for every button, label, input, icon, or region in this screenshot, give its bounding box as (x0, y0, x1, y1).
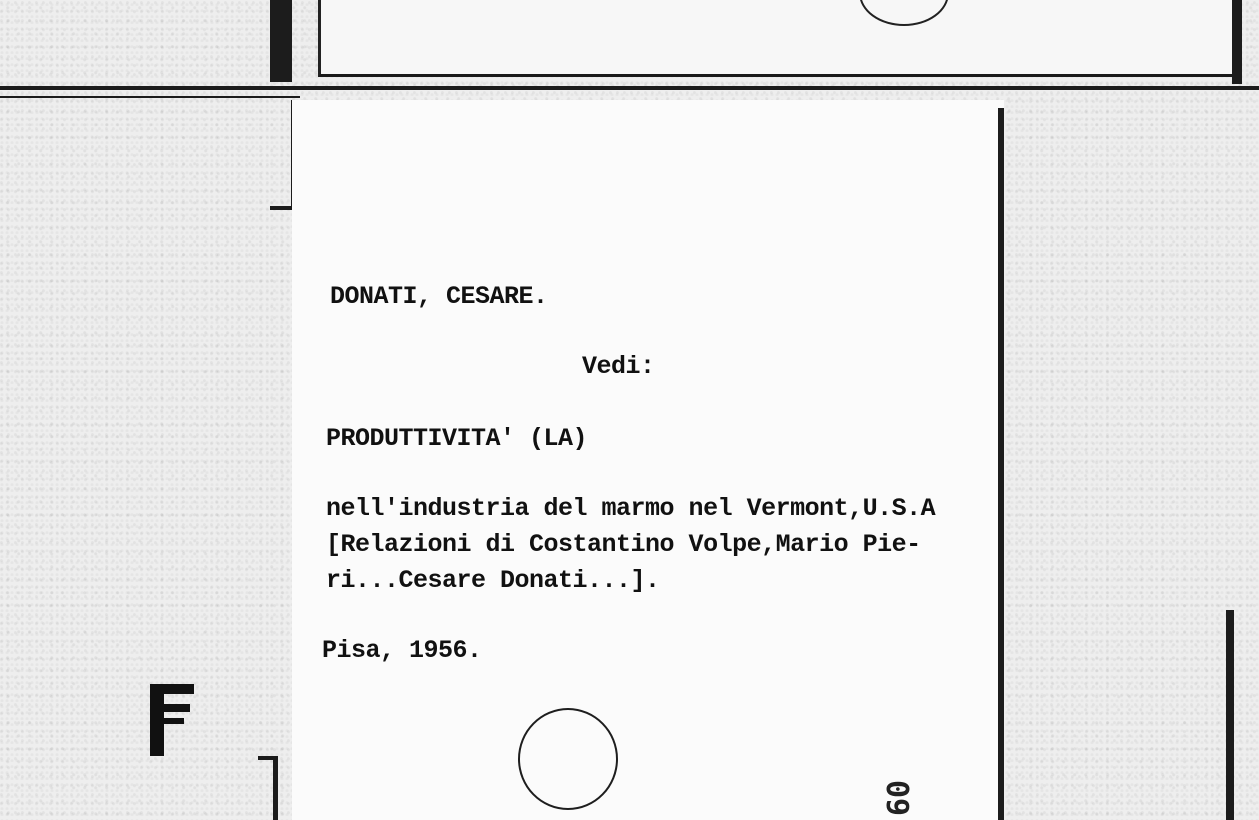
far-right-edge-lower (1226, 610, 1234, 820)
catalog-card (292, 100, 1004, 820)
imprint-line: Pisa, 1956. (322, 636, 482, 665)
card-right-edge (998, 108, 1004, 820)
title-line-1: nell'industria del marmo nel Vermont,U.S.A (326, 494, 936, 523)
title-line-3: ri...Cesare Donati...]. (326, 566, 660, 595)
margin-number: 09 (879, 780, 914, 817)
title-main-heading: PRODUTTIVITA' (LA) (326, 424, 588, 453)
left-edge-bar (270, 0, 292, 82)
card-separator-line-2 (0, 96, 300, 98)
stamped-mark (150, 684, 194, 756)
see-reference-label: Vedi: (582, 352, 655, 381)
card-punch-hole (518, 708, 618, 810)
card-separator-line (0, 86, 1259, 90)
previous-card-punch-hole (859, 0, 949, 26)
title-line-2: [Relazioni di Costantino Volpe,Mario Pie- (326, 530, 921, 559)
lower-bracket-top (258, 756, 276, 760)
far-right-edge (1232, 0, 1242, 84)
author-heading: DONATI, CESARE. (330, 282, 548, 311)
previous-card-edge (318, 0, 1240, 77)
lower-bracket-vertical (273, 756, 278, 820)
